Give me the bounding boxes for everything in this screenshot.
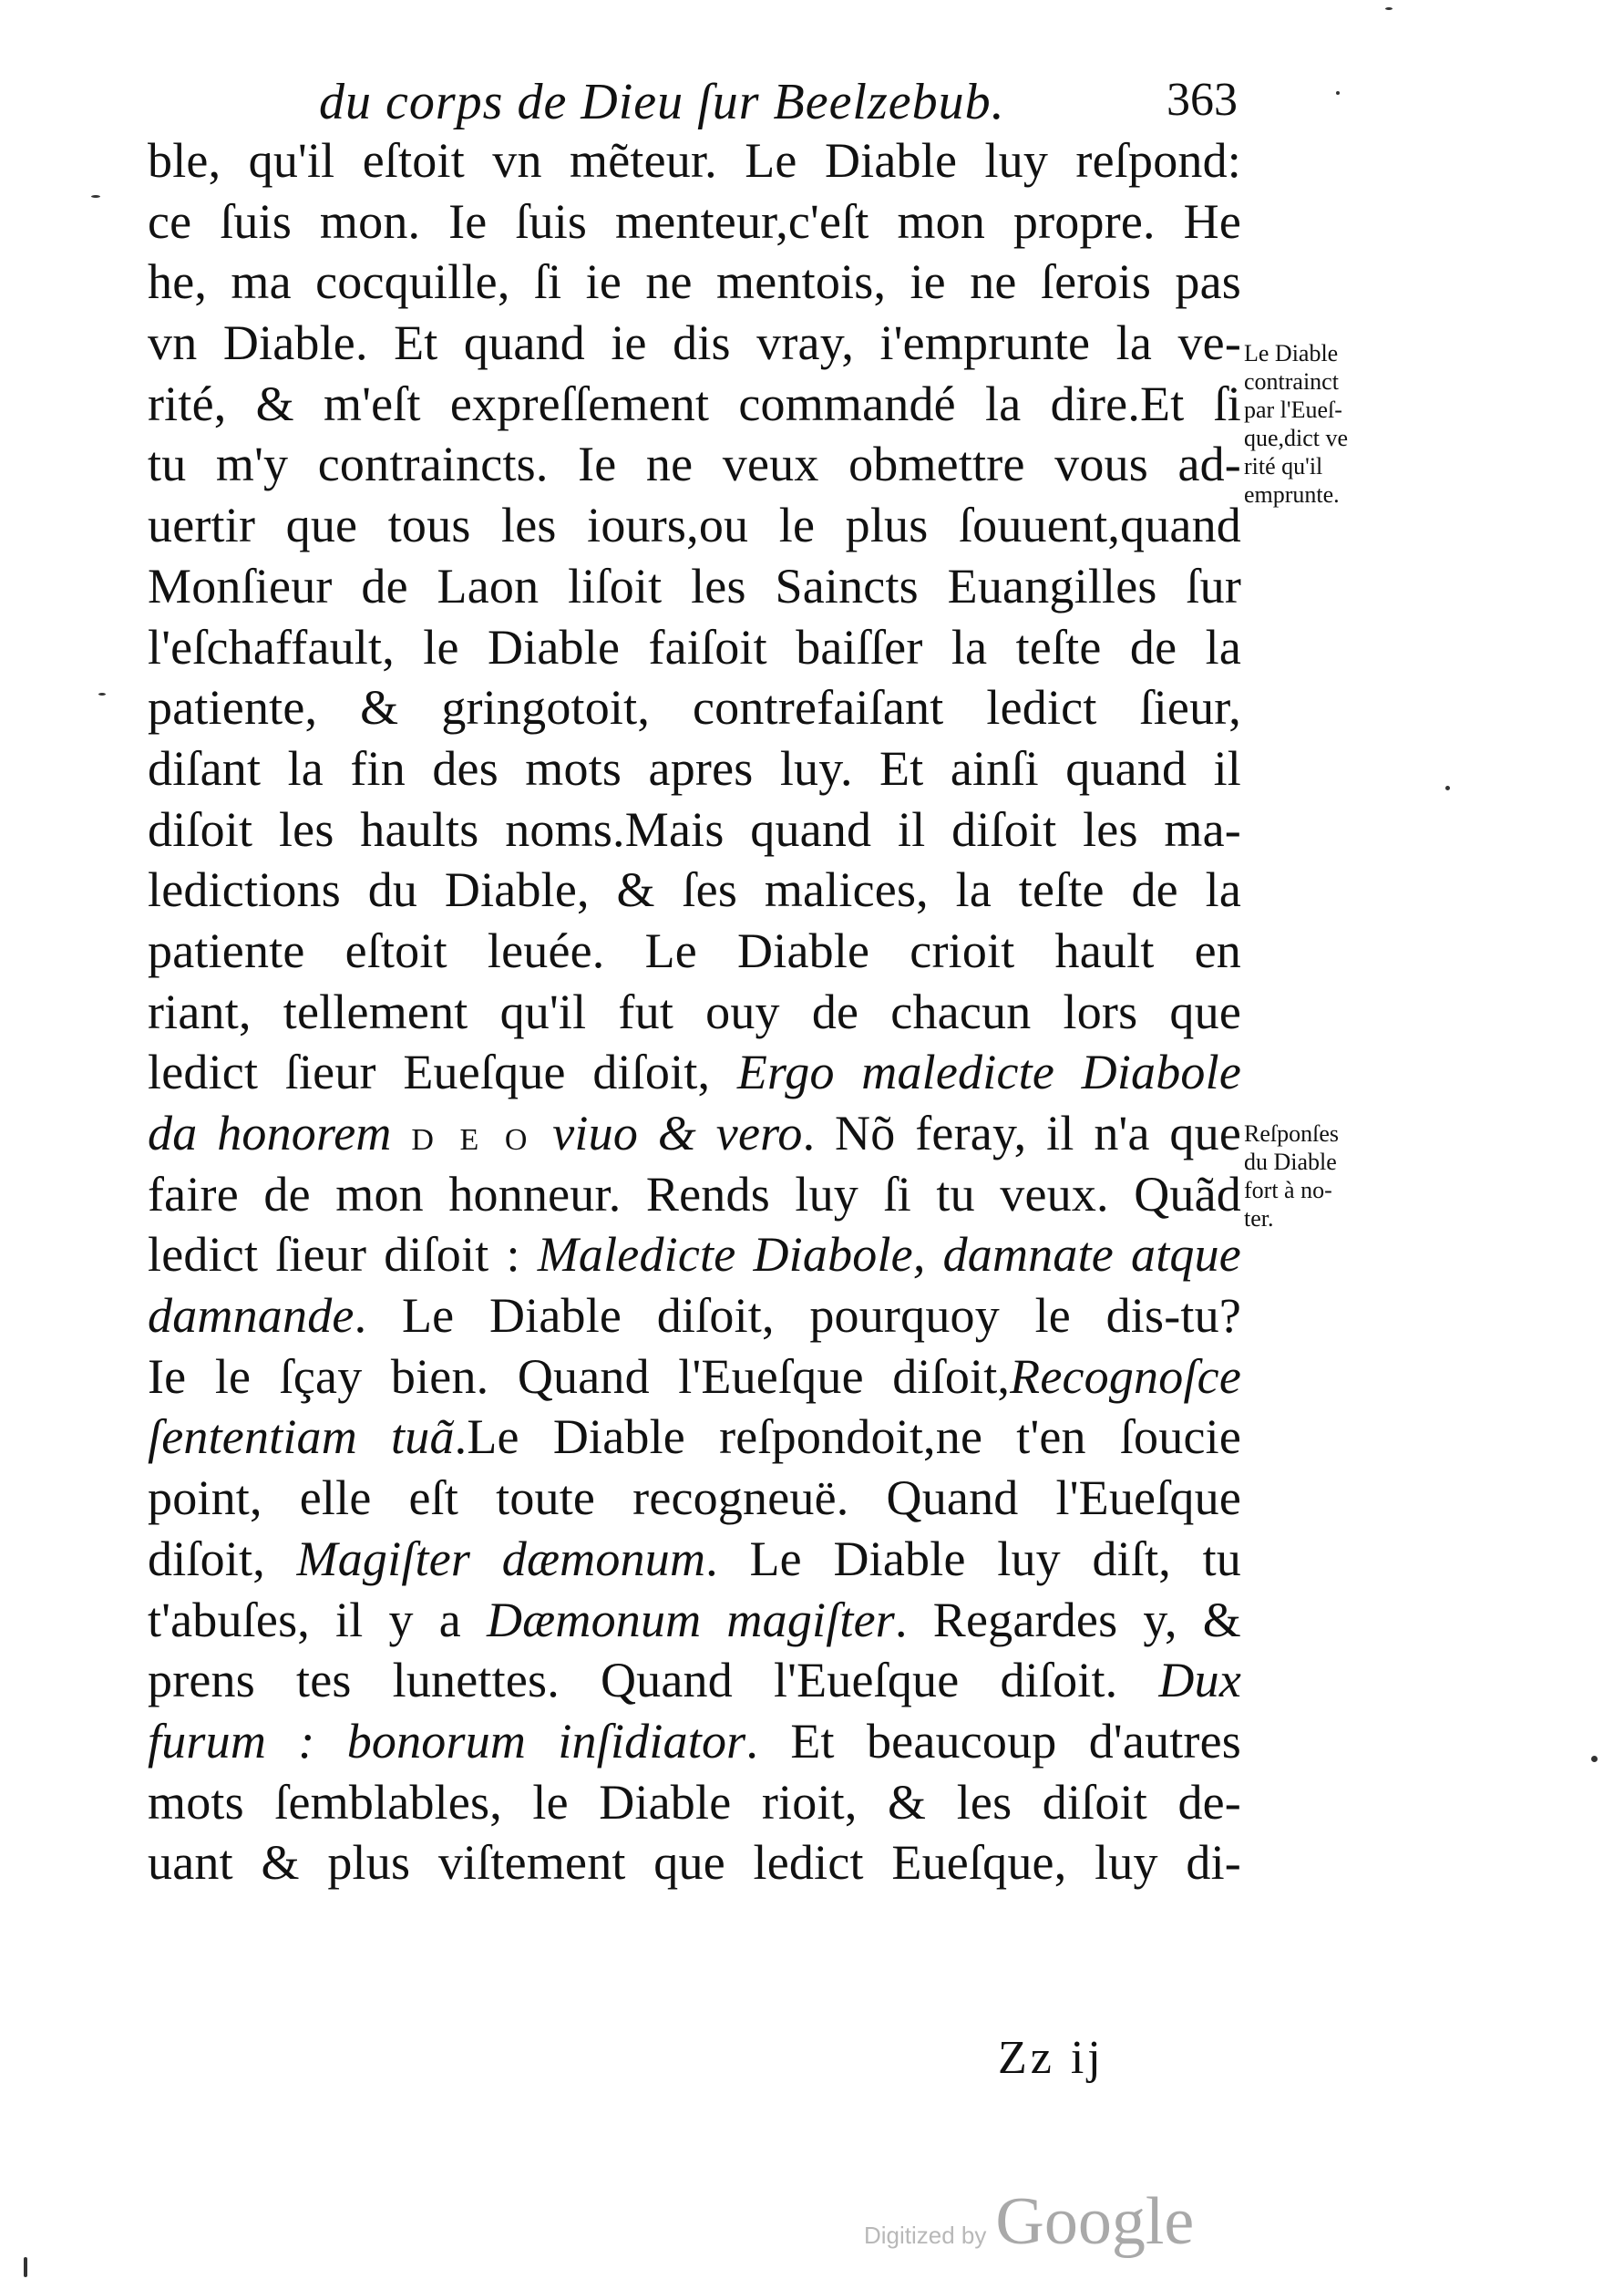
text-run: . Le Diable diſoit, pourquoy le dis-tu?: [354, 1288, 1241, 1344]
text-line: [148, 1224, 1241, 1285]
text-run: prens tes lunettes. Quand l'Eueſque diſoit.: [148, 1653, 1159, 1708]
text-line: [148, 434, 1241, 495]
text-run: Maledicte Diabole, damnate atque: [537, 1227, 1241, 1283]
text-run: Monſieur de Laon liſoit les Saincts Euangilles ſur: [148, 558, 1241, 614]
text-line: [148, 1832, 1241, 1893]
margin-note-line: Reſponſes: [1244, 1120, 1339, 1147]
text-run: ledict ſieur diſoit :: [148, 1227, 538, 1283]
text-run: rité, & m'eſt expreſſement commandé la dire.Et ſi: [148, 376, 1241, 431]
text-run: damnande: [148, 1288, 355, 1344]
body-text: [148, 130, 1241, 1893]
margin-note-line: Le Diable: [1244, 340, 1339, 366]
text-line: [148, 1103, 1241, 1164]
text-run: diſoit,: [148, 1531, 297, 1586]
text-line: [148, 860, 1241, 921]
text-line: [148, 1590, 1241, 1651]
margin-note-contrainct: [1244, 339, 1408, 509]
digitized-stamp: [864, 2183, 1194, 2261]
margin-note-responses: [1244, 1119, 1408, 1232]
text-run: ledict ſieur Eueſque diſoit,: [148, 1045, 737, 1100]
text-run: . Regardes y, &: [895, 1592, 1241, 1647]
text-line: [148, 1164, 1241, 1225]
page-number: 363: [1167, 74, 1238, 126]
text-line: [148, 982, 1241, 1043]
text-line: [148, 738, 1241, 799]
text-line: [148, 313, 1241, 374]
text-line: [148, 1407, 1241, 1468]
text-run: diſoit les haults noms.Mais quand il diſoit les ma-: [148, 801, 1241, 857]
text-run: da honorem: [148, 1106, 412, 1160]
page-speck: [1385, 7, 1393, 10]
page-speck: [1591, 1756, 1598, 1762]
text-line: [148, 1772, 1241, 1833]
text-run: l'eſchaffault, le Diable faiſoit baiſſer la teſte de la: [148, 619, 1241, 675]
page-speck: [24, 2257, 27, 2277]
text-run: point, elle eſt toute recogneuë. Quand l'Eueſque: [148, 1470, 1241, 1526]
text-line: [148, 374, 1241, 435]
page-speck: [98, 693, 106, 696]
text-line: [148, 799, 1241, 861]
text-line: [148, 1650, 1241, 1711]
google-logo: Google: [995, 2184, 1195, 2259]
text-line: [148, 677, 1241, 738]
text-run: mots ſemblables, le Diable rioit, & les diſoit de-: [148, 1774, 1241, 1830]
text-run: D E O: [411, 1123, 533, 1157]
text-line: [148, 495, 1241, 556]
text-run: patiente eſtoit leuée. Le Diable crioit hault en: [148, 923, 1241, 978]
signature-mark: Zz ij: [998, 2032, 1105, 2084]
text-run: uant & plus viſtement que ledict Eueſque, luy di-: [148, 1835, 1241, 1891]
text-line: [148, 1285, 1241, 1346]
text-line: [148, 130, 1241, 191]
text-run: Ergo maledicte Diabole: [736, 1045, 1241, 1100]
text-run: . Le Diable luy diſt, tu: [705, 1531, 1241, 1586]
margin-note-line: fort à no-: [1244, 1177, 1332, 1203]
text-run: uertir que tous les iours,ou le plus ſouuent,quand: [148, 498, 1241, 553]
text-line: [148, 1042, 1241, 1103]
text-line: [148, 921, 1241, 982]
text-run: Dux: [1158, 1653, 1241, 1708]
margin-note-line: ter.: [1244, 1205, 1274, 1232]
text-run: furum : bonorum inſidiator: [148, 1713, 746, 1769]
text-run: Recognoſce: [1010, 1348, 1241, 1404]
text-run: . Nõ feray, il n'a que: [802, 1106, 1241, 1160]
text-run: vn Diable. Et quand ie dis vray, i'emprunte la ve-: [148, 315, 1241, 371]
text-line: [148, 252, 1241, 313]
margin-note-line: du Diable: [1244, 1149, 1337, 1175]
text-run: t'abuſes, il y a: [148, 1592, 487, 1647]
text-run: viuo & vero: [532, 1106, 803, 1160]
page-speck: [91, 195, 100, 198]
digitized-label: Digitized by: [864, 2222, 987, 2249]
text-line: [148, 1468, 1241, 1529]
text-run: . Et beaucoup d'autres: [745, 1713, 1241, 1769]
running-title: du corps de Dieu ſur Beelzebub.: [319, 74, 1005, 130]
margin-note-line: emprunte.: [1244, 481, 1340, 508]
text-run: .Le Diable reſpondoit,ne t'en ſoucie: [454, 1409, 1241, 1465]
text-run: Magiſter dæmonum: [296, 1531, 706, 1586]
text-run: diſant la fin des mots apres luy. Et ainſi quand il: [148, 740, 1241, 796]
text-line: [148, 191, 1241, 253]
text-run: riant, tellement qu'il fut ouy de chacun lors que: [148, 984, 1241, 1039]
text-run: faire de mon honneur. Rends luy ſi tu veux. Quãd: [148, 1166, 1241, 1222]
text-run: ce ſuis mon. Ie ſuis menteur,c'eſt mon propre. He: [148, 193, 1241, 249]
margin-note-line: par l'Eueſ-: [1244, 397, 1342, 423]
text-run: ſententiam tuã: [148, 1409, 455, 1465]
text-line: [148, 556, 1241, 617]
text-run: Dæmonum magiſter: [486, 1592, 896, 1647]
margin-note-line: contrainct: [1244, 368, 1339, 395]
text-line: [148, 1529, 1241, 1590]
page-speck: [1445, 786, 1450, 790]
text-line: [148, 617, 1241, 678]
margin-note-line: rité qu'il: [1244, 453, 1323, 480]
text-line: [148, 1711, 1241, 1772]
text-run: ble, qu'il eſtoit vn mẽteur. Le Diable luy reſpond:: [148, 133, 1241, 188]
text-run: ledictions du Diable, & ſes malices, la teſte de la: [148, 862, 1241, 918]
text-run: patiente, & gringotoit, contrefaiſant ledict ſieur,: [148, 680, 1241, 736]
text-run: he, ma cocquille, ſi ie ne mentois, ie ne ſerois pas: [148, 254, 1241, 310]
page-speck: [1336, 91, 1340, 95]
text-line: [148, 1346, 1241, 1408]
text-run: Ie le ſçay bien. Quand l'Eueſque diſoit,: [148, 1348, 1011, 1404]
text-run: tu m'y contraincts. Ie ne veux obmettre vous ad-: [148, 437, 1241, 492]
margin-note-line: que,dict ve: [1244, 425, 1349, 451]
